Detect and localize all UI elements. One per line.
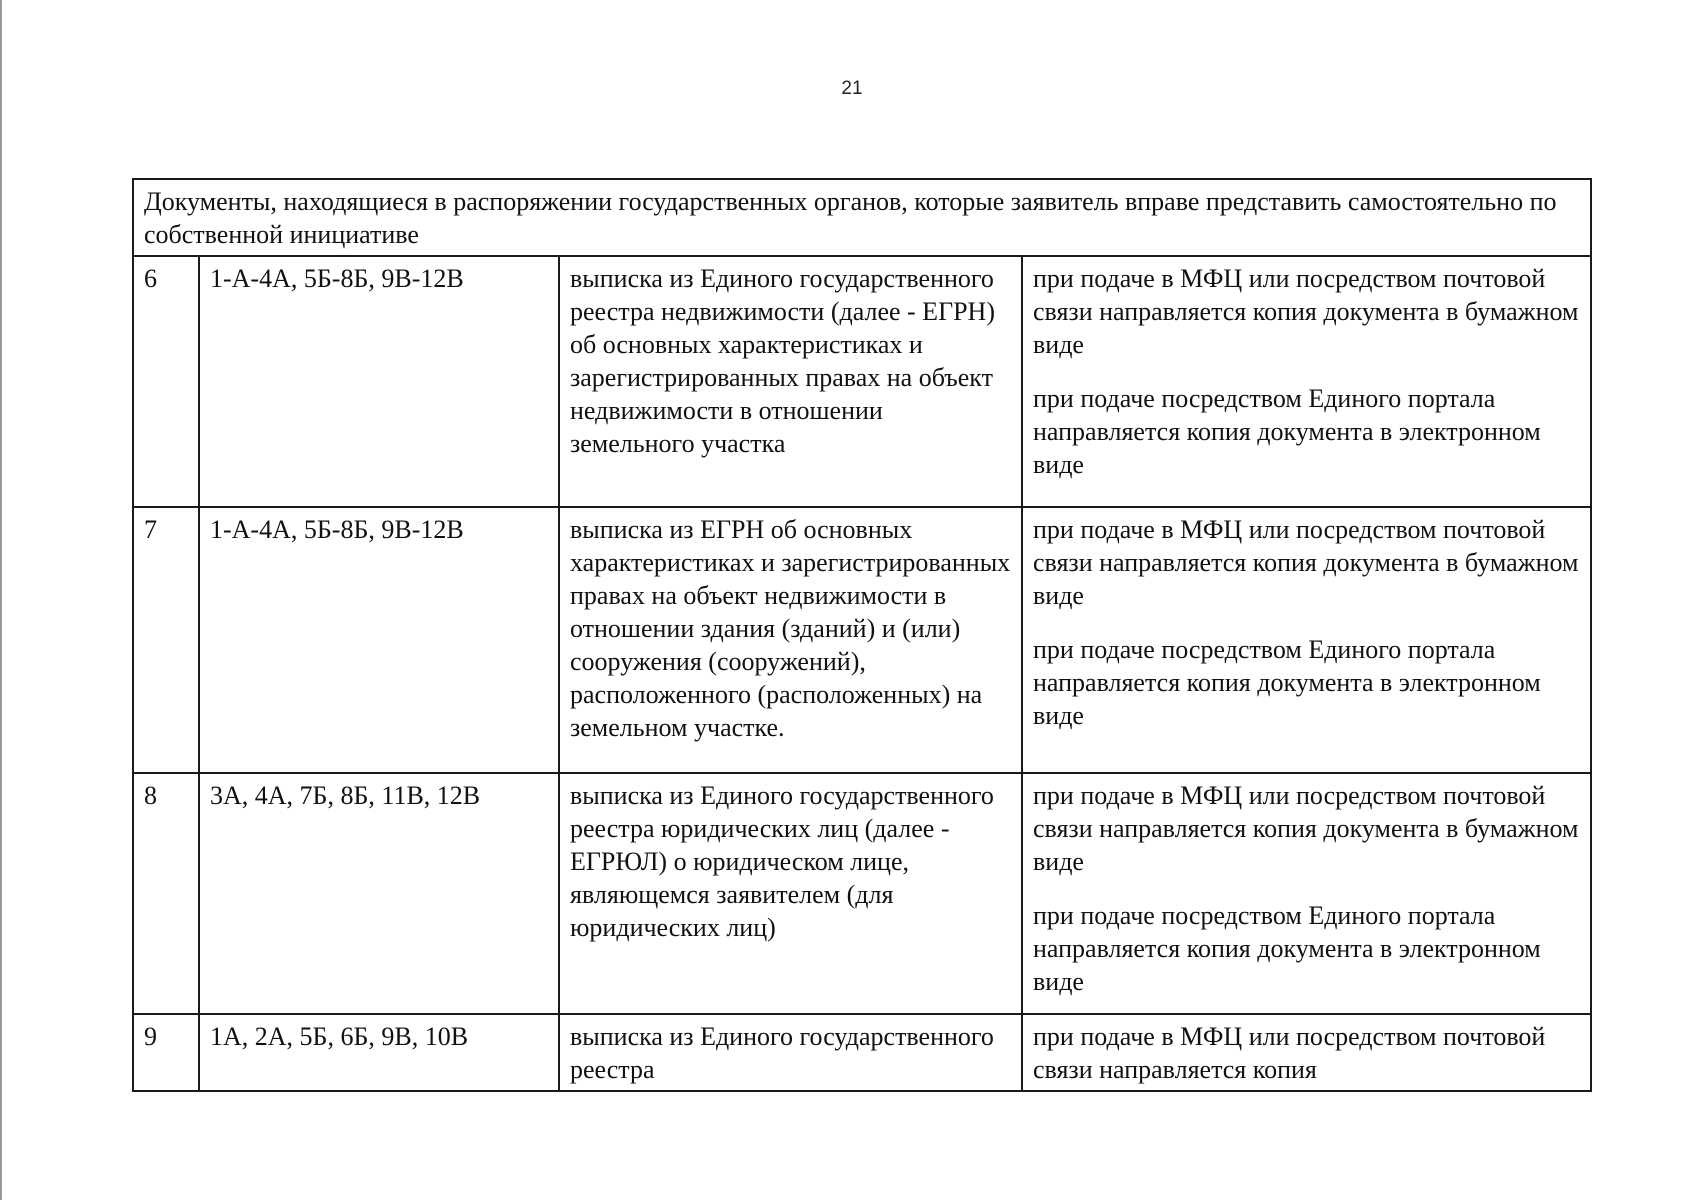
row-number: 8: [133, 773, 199, 1014]
table-row: [133, 256, 1591, 507]
note-paper: при подаче в МФЦ или посредством почтовой связи направляется копия: [1033, 1022, 1546, 1084]
note-electronic: при подаче посредством Единого портала направляется копия документа в электронном виде: [1033, 901, 1541, 996]
row-number: 7: [133, 507, 199, 773]
row-notes: [1022, 773, 1591, 1014]
note-paper: при подаче в МФЦ или посредством почтовой связи направляется копия документа в бумажном виде: [1033, 781, 1579, 876]
row-number: 6: [133, 256, 199, 507]
scan-edge: [0, 0, 2, 1200]
row-document: выписка из Единого государственного реестра недвижимости (далее - ЕГРН) об основных характеристиках и зарегистрированных правах на объект недвижимости в отношении земельного участка: [559, 256, 1022, 507]
note-paper: при подаче в МФЦ или посредством почтовой связи направляется копия документа в бумажном виде: [1033, 264, 1579, 359]
section-header: Документы, находящиеся в распоряжении государственных органов, которые заявитель вправе представить самостоятельно по собственной инициативе: [133, 179, 1591, 256]
row-number: 9: [133, 1014, 199, 1091]
table-row: [133, 1014, 1591, 1091]
row-notes: [1022, 256, 1591, 507]
row-notes: [1022, 507, 1591, 773]
note-paper: при подаче в МФЦ или посредством почтовой связи направляется копия документа в бумажном виде: [1033, 515, 1579, 610]
table-row: [133, 507, 1591, 773]
row-codes: 3А, 4А, 7Б, 8Б, 11В, 12В: [199, 773, 559, 1014]
row-codes: 1-А-4А, 5Б-8Б, 9В-12В: [199, 507, 559, 773]
row-document: выписка из Единого государственного реестра: [559, 1014, 1022, 1091]
row-notes: [1022, 1014, 1591, 1091]
note-electronic: при подаче посредством Единого портала направляется копия документа в электронном виде: [1033, 384, 1541, 479]
documents-table: [132, 178, 1592, 1092]
page-number: 21: [841, 78, 863, 99]
row-codes: 1А, 2А, 5Б, 6Б, 9В, 10В: [199, 1014, 559, 1091]
row-codes: 1-А-4А, 5Б-8Б, 9В-12В: [199, 256, 559, 507]
table-row: [133, 773, 1591, 1014]
row-document: выписка из Единого государственного реестра юридических лиц (далее - ЕГРЮЛ) о юридическом лице, являющемся заявителем (для юридических лиц): [559, 773, 1022, 1014]
row-document: выписка из ЕГРН об основных характеристиках и зарегистрированных правах на объект недвижимости в отношении здания (зданий) и (или) сооружения (сооружений), расположенного (расположенных) на земельном участке.: [559, 507, 1022, 773]
note-electronic: при подаче посредством Единого портала направляется копия документа в электронном виде: [1033, 635, 1541, 730]
table-header-row: [133, 179, 1591, 256]
